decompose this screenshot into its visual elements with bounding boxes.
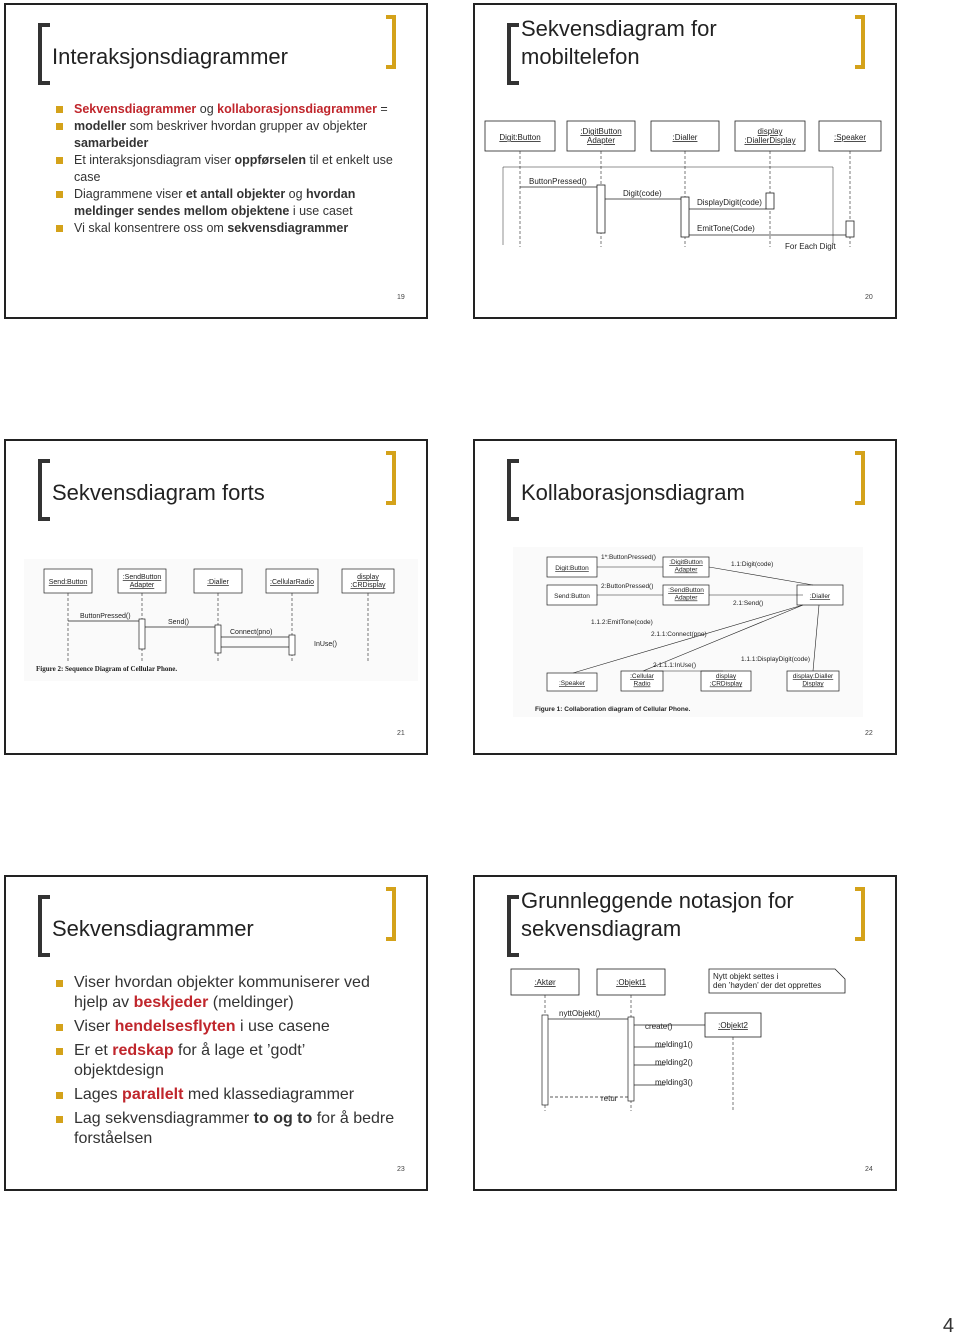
label-line: display:Dialler [792, 673, 834, 680]
message-label: DisplayDigit(code) [697, 198, 762, 207]
right-bracket-decoration [855, 15, 865, 69]
message-label: 1.1.2:EmitTone(code) [591, 619, 653, 626]
slide-number: 20 [865, 294, 873, 301]
message-label: melding2() [655, 1058, 693, 1067]
bullet-text: parallelt [122, 1086, 184, 1103]
object-label: Send:Button [554, 593, 590, 600]
slide-24 [473, 875, 897, 1191]
slide-title: Sekvensdiagrammer [52, 916, 254, 941]
object-label: :Speaker [558, 680, 586, 687]
message-label: InUse() [314, 641, 337, 648]
object-label: :Objekt2 [718, 1021, 748, 1030]
bullet-text: som beskriver hvordan grupper av objekter [126, 119, 368, 133]
message-label: EmitTone(Code) [697, 224, 755, 233]
bullet-text: modeller [74, 119, 127, 133]
page-number: 4 [942, 1315, 954, 1337]
slide-title: Sekvensdiagram forts [52, 480, 265, 505]
message-label: Digit(code) [623, 189, 662, 198]
bullet-list [52, 973, 396, 1153]
message-label: melding3() [655, 1078, 693, 1087]
bullet-text: i use caset [289, 204, 353, 218]
message-label: ButtonPressed() [80, 613, 131, 620]
bullet-text: med klassediagrammer [183, 1086, 355, 1103]
object-label: Digit:Button [499, 133, 541, 142]
object-label: :CellularRadio [270, 579, 314, 586]
label-line: :DigitButton [580, 127, 622, 136]
bullet-text: til et enkelt use case [74, 153, 393, 184]
bullet-list [52, 101, 396, 237]
slide-23 [4, 875, 428, 1191]
bullet-text: Lages [74, 1086, 123, 1103]
message-label: 2.1.1.1:InUse() [653, 662, 696, 669]
loop-note: For Each Digit [785, 242, 836, 251]
bullet-text: for å bedre forståelsen [74, 1110, 395, 1147]
bullet-item [52, 220, 396, 237]
label-line: display [757, 127, 783, 136]
slide-title: Interaksjonsdiagrammer [52, 44, 288, 69]
left-bracket-decoration [507, 23, 519, 85]
label-line: Adapter [674, 566, 698, 574]
label-line: Adapter [674, 594, 698, 602]
bullet-text: Vi skal konsentrere oss om [74, 221, 228, 235]
slide-20 [473, 3, 897, 319]
figure-caption: Figure 2: Sequence Diagram of Cellular Phone. [36, 665, 178, 673]
object-label: Send:Button [48, 579, 88, 586]
sequence-diagram [24, 559, 418, 681]
bullet-item [52, 152, 396, 186]
bullet-text: hendelsesflyten [114, 1018, 236, 1035]
bullet-text: Diagrammene viser [74, 187, 186, 201]
object-label: :Dialler [672, 133, 698, 142]
bullet-item [52, 186, 396, 220]
bullet-text: Er et [74, 1042, 113, 1059]
bullet-text: i use casene [235, 1018, 330, 1035]
bullet-text: et antall objekter [185, 187, 286, 201]
collaboration-diagram [513, 547, 863, 717]
label-line: Nytt objekt settes i [713, 972, 779, 981]
label-line: display [715, 673, 737, 680]
slide-number: 19 [397, 294, 405, 301]
message-label: ButtonPressed() [529, 177, 587, 186]
bullet-text: hvordan meldinger sendes mellom objektene [74, 187, 356, 218]
label-line: Display [802, 680, 824, 688]
message-label: 1.1.1:DisplayDigit(code) [741, 656, 811, 663]
label-line: :SendButton [668, 587, 704, 594]
bullet-text: oppførselen [234, 153, 307, 167]
left-bracket-decoration [38, 459, 50, 521]
label-line: :CRDisplay [709, 680, 743, 688]
right-bracket-decoration [386, 451, 396, 505]
message-label: Connect(pno) [230, 629, 273, 636]
label-line: den ’høyden’ der det opprettes [713, 981, 822, 991]
bullet-text: redskap [112, 1042, 174, 1059]
slide-21 [4, 439, 428, 755]
bullet-text: (meldinger) [208, 994, 294, 1011]
bullet-text: Et interaksjonsdiagram viser [74, 153, 235, 167]
left-bracket-decoration [38, 895, 50, 957]
bullet-item [52, 1017, 396, 1037]
bullet-text: og [285, 187, 307, 201]
slide-title: Kollaborasjonsdiagram [521, 480, 745, 505]
object-label: Digit:Button [555, 565, 589, 572]
bullet-text: for å lage et ’godt’ objektdesign [74, 1042, 305, 1079]
sequence-diagram [483, 117, 883, 257]
bullet-item [52, 1085, 396, 1105]
label-line: Adapter [129, 582, 155, 590]
label-line: :CRDisplay [350, 582, 386, 590]
slide-number: 22 [865, 730, 873, 737]
message-label: 2:ButtonPressed() [601, 583, 654, 590]
slide-22 [473, 439, 897, 755]
bullet-item [52, 1041, 396, 1081]
bullet-text: samarbeider [74, 136, 149, 150]
message-label: 2.1:Send() [733, 600, 764, 607]
object-label: :Objekt1 [616, 978, 646, 987]
message-label: 1*:ButtonPressed() [601, 554, 656, 561]
message-label: 2.1.1:Connect(pno) [651, 631, 707, 638]
notation-diagram [505, 965, 855, 1115]
bullet-text: Viser [74, 1018, 115, 1035]
right-bracket-decoration [386, 887, 396, 941]
bullet-text: Viser hvordan objekter kommuniserer ved hjelp av [74, 974, 370, 1011]
right-bracket-decoration [855, 887, 865, 941]
label-line: Adapter [586, 136, 616, 146]
label-line: :DigitButton [669, 559, 703, 566]
message-label: melding1() [655, 1040, 693, 1049]
slide-number: 21 [397, 730, 405, 737]
slide-19 [4, 3, 428, 319]
left-bracket-decoration [38, 23, 50, 85]
message-label: Send() [168, 619, 190, 626]
bullet-text: og [196, 102, 218, 116]
bullet-text: beskjeder [133, 994, 209, 1011]
object-label: :Aktør [534, 978, 556, 987]
message-label: 1.1:Digit(code) [731, 561, 774, 568]
slide-title: Grunnleggende notasjon for sekvensdiagram [521, 888, 794, 941]
slide-number: 23 [397, 1166, 405, 1173]
bullet-item [52, 973, 396, 1013]
slide-number: 24 [865, 1166, 873, 1173]
figure-caption: Figure 1: Collaboration diagram of Cellular Phone. [535, 706, 691, 713]
label-line: Radio [633, 680, 651, 688]
label-line: :Cellular [630, 673, 654, 680]
bullet-text: Lag sekvensdiagrammer [74, 1110, 254, 1127]
right-bracket-decoration [386, 15, 396, 69]
left-bracket-decoration [507, 895, 519, 957]
object-label: :Dialler [809, 593, 831, 600]
bullet-text: sekvensdiagrammer [227, 221, 349, 235]
object-label: :Dialler [207, 579, 229, 586]
message-label: create() [645, 1022, 673, 1031]
message-label: nyttObjekt() [559, 1009, 601, 1018]
bullet-item [52, 118, 396, 152]
message-label: retur [601, 1094, 618, 1103]
label-line: :DiallerDisplay [744, 136, 796, 146]
left-bracket-decoration [507, 459, 519, 521]
bullet-item [52, 1109, 396, 1149]
bullet-item [52, 101, 396, 118]
bullet-text: to og to [253, 1110, 313, 1127]
bullet-text: Sekvensdiagrammer [74, 102, 197, 116]
label-line: :SendButton [122, 574, 162, 581]
right-bracket-decoration [855, 451, 865, 505]
label-line: display [357, 574, 379, 581]
bullet-text: kollaborasjonsdiagrammer [217, 102, 377, 116]
slide-title: Sekvensdiagram for mobiltelefon [521, 16, 717, 69]
object-label: :Speaker [833, 133, 867, 142]
bullet-text: = [376, 102, 388, 116]
